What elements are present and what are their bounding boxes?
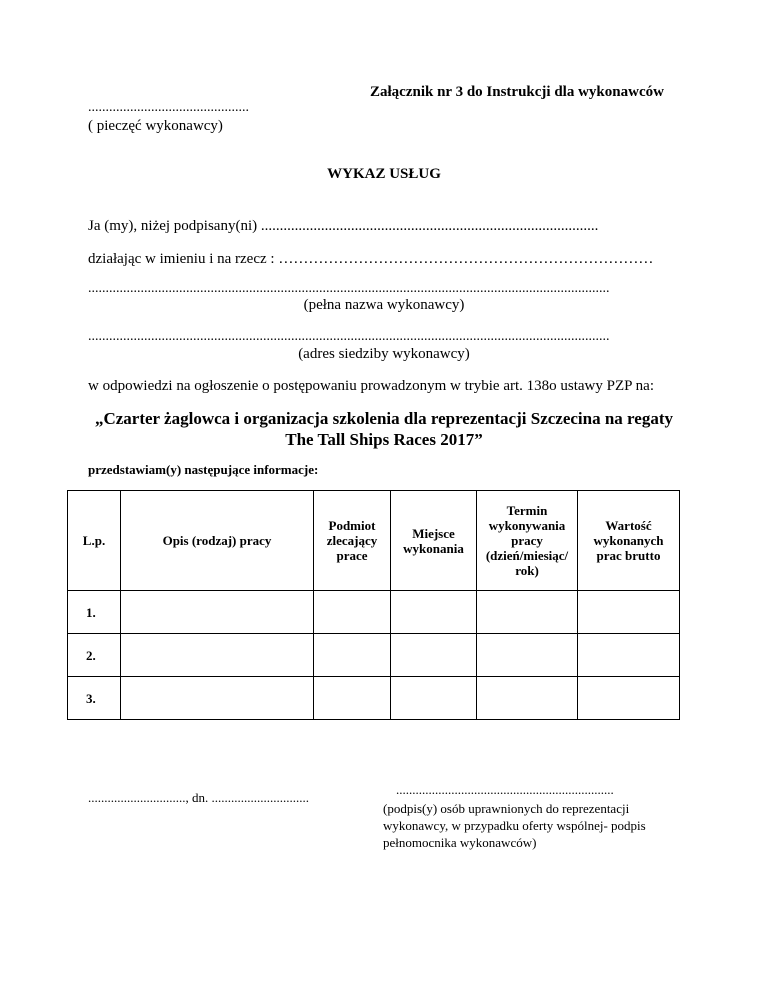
table-header-row bbox=[68, 491, 680, 591]
contractor-name-label: (pełna nazwa wykonawcy) bbox=[303, 297, 465, 313]
stamp-label: ( pieczęć wykonawcy) bbox=[88, 118, 223, 134]
cell-date[interactable] bbox=[477, 591, 578, 634]
table-row bbox=[68, 591, 680, 634]
cell-place[interactable] bbox=[391, 677, 477, 720]
tender-subject-line-1: „Czarter żaglowca i organizacja szkolenia dla reprezentacji Szczecina na regaty bbox=[94, 409, 673, 428]
contractor-address-label: (adres siedziby wykonawcy) bbox=[298, 346, 470, 362]
cell-description[interactable] bbox=[121, 634, 314, 677]
cell-commissioning-entity[interactable] bbox=[314, 634, 391, 677]
header-date: Termin wykonywania pracy (dzień/miesiąc/ rok) bbox=[477, 491, 578, 591]
acting-on-behalf-line: działając w imieniu i na rzecz : ………………………………………………………………… bbox=[88, 251, 654, 267]
row-number: 2. bbox=[68, 634, 121, 677]
table-row bbox=[68, 677, 680, 720]
cell-commissioning-entity[interactable] bbox=[314, 677, 391, 720]
header-commissioning-entity: Podmiot zlecający prace bbox=[314, 491, 391, 591]
cell-value[interactable] bbox=[578, 591, 680, 634]
cell-value[interactable] bbox=[578, 677, 680, 720]
cell-place[interactable] bbox=[391, 634, 477, 677]
annex-heading: Załącznik nr 3 do Instrukcji dla wykonawców bbox=[370, 84, 664, 100]
tender-subject bbox=[0, 408, 768, 450]
cell-place[interactable] bbox=[391, 591, 477, 634]
cell-date[interactable] bbox=[477, 677, 578, 720]
contractor-address-placeholder: ..................................................................................................................................................... bbox=[88, 329, 610, 344]
document-title: WYKAZ USŁUG bbox=[327, 166, 441, 182]
contractor-name-placeholder: ..................................................................................................................................................... bbox=[88, 281, 610, 296]
row-number: 3. bbox=[68, 677, 121, 720]
signature-note: (podpis(y) osób uprawnionych do reprezentacji wykonawcy, w przypadku oferty wspólnej- podpis pełnomocnika wykonawców) bbox=[383, 801, 646, 850]
signatory-line: Ja (my), niżej podpisany(ni) .......................................................................................... bbox=[88, 218, 599, 234]
cell-date[interactable] bbox=[477, 634, 578, 677]
signature-placeholder: ................................................................... bbox=[396, 782, 614, 797]
header-value: Wartość wykonanych prac brutto bbox=[578, 491, 680, 591]
tender-subject-line-2: The Tall Ships Races 2017” bbox=[285, 430, 483, 449]
header-place: Miejsce wykonania bbox=[391, 491, 477, 591]
cell-value[interactable] bbox=[578, 634, 680, 677]
cell-commissioning-entity[interactable] bbox=[314, 591, 391, 634]
services-table bbox=[67, 490, 680, 720]
cell-description[interactable] bbox=[121, 677, 314, 720]
place-and-date: .............................., dn. .............................. bbox=[88, 790, 309, 805]
present-information-line: przedstawiam(y) następujące informacje: bbox=[88, 462, 319, 477]
table-row bbox=[68, 634, 680, 677]
stamp-placeholder: .............................................. bbox=[88, 100, 249, 115]
header-description: Opis (rodzaj) pracy bbox=[121, 491, 314, 591]
cell-description[interactable] bbox=[121, 591, 314, 634]
header-lp: L.p. bbox=[68, 491, 121, 591]
row-number: 1. bbox=[68, 591, 121, 634]
response-line: w odpowiedzi na ogłoszenie o postępowaniu prowadzonym w trybie art. 138o ustawy PZP na: bbox=[88, 378, 655, 394]
